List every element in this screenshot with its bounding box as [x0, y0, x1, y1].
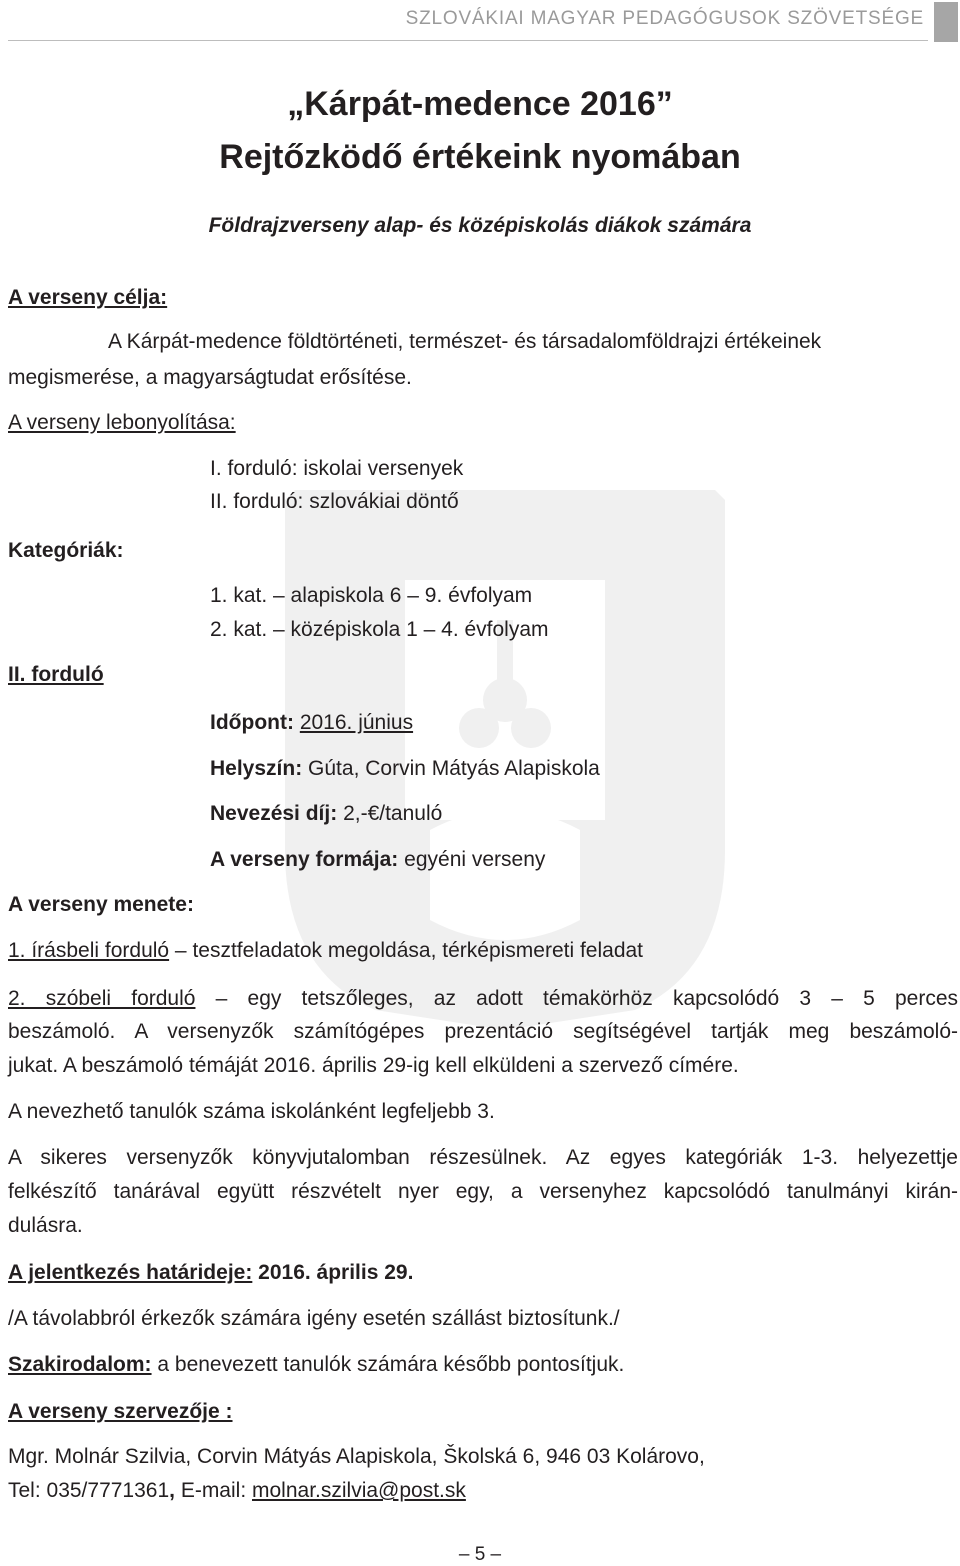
fee-value: 2,-€/tanuló — [343, 802, 443, 825]
reward-line-3: dulásra. — [8, 1214, 83, 1237]
date-value: 2016. június — [299, 711, 414, 734]
organizer-heading: A verseny szervezője : — [8, 1400, 233, 1423]
venue-label: Helyszín: — [210, 757, 303, 780]
goal-line-2: megismerése, a magyarságtudat erősítése. — [8, 366, 412, 389]
organizer-phone: Tel: 035/7771361 — [8, 1479, 170, 1502]
deadline-value: 2016. április 29. — [252, 1261, 414, 1284]
process-heading: A verseny menete: — [8, 893, 194, 916]
fee-label: Nevezési díj: — [210, 802, 338, 825]
step-1-label: 1. írásbeli forduló — [8, 939, 170, 962]
transport-note: /A távolabbról érkezők számára igény esetén szállást biztosítunk./ — [8, 1307, 620, 1330]
literature-row — [8, 1351, 624, 1379]
literature-label: Szakirodalom: — [8, 1353, 152, 1376]
process-step-2-line-2: beszámoló. A versenyzők számítógépes prezentáció segítségével tartják meg beszámoló- — [8, 1020, 958, 1043]
venue-row — [210, 755, 600, 783]
date-row — [210, 709, 413, 737]
title-line-2: Rejtőzködő értékeink nyomában — [219, 138, 741, 176]
form-row — [210, 846, 545, 874]
reward-line-1: A sikeres versenyzők könyvjutalomban részesülnek. Az egyes kategóriák 1-3. helyezettje — [8, 1146, 958, 1169]
reward-line-2: felkészítő tanárával együtt részvételt nyer egy, a versenyhez kapcsolódó tanulmányi kirán- — [8, 1180, 958, 1203]
category-1: 1. kat. – alapiskola 6 – 9. évfolyam — [210, 584, 533, 607]
form-value: egyéni verseny — [404, 848, 546, 871]
header-organization: SZLOVÁKIAI MAGYAR PEDAGÓGUSOK SZÖVETSÉGE — [405, 8, 924, 29]
contact-separator: , — [169, 1479, 181, 1502]
step-1-text: – tesztfeladatok megoldása, térképismereti feladat — [169, 939, 644, 962]
organizer-address: Mgr. Molnár Szilvia, Corvin Mátyás Alapiskola, Školská 6, 946 03 Kolárovo, — [8, 1445, 705, 1468]
email-link[interactable]: molnar.szilvia@post.sk — [252, 1479, 466, 1502]
process-step-2-line-3: jukat. A beszámoló témáját 2016. április 29-ig kell elküldeni a szervező címére. — [8, 1054, 739, 1077]
venue-value: Gúta, Corvin Mátyás Alapiskola — [308, 757, 600, 780]
deadline-row — [8, 1259, 413, 1287]
round-2-heading: II. forduló — [8, 663, 104, 686]
fee-row — [210, 800, 442, 828]
process-step-1 — [8, 937, 643, 965]
subtitle: Földrajzverseny alap- és középiskolás diákok számára — [208, 214, 752, 237]
header-divider — [8, 40, 928, 41]
step-2-text: – egy tetszőleges, az adott témakörhöz kapcsolódó 3 – 5 perces — [195, 987, 958, 1010]
category-2: 2. kat. – középiskola 1 – 4. évfolyam — [210, 618, 549, 641]
goal-line-1: A Kárpát-medence földtörténeti, természet- és társadalomföldrajzi értékeinek — [108, 330, 822, 353]
email-label: E-mail: — [180, 1479, 252, 1502]
organizer-contact — [8, 1477, 466, 1505]
header-marker — [934, 2, 958, 42]
round-2-item: II. forduló: szlovákiai döntő — [210, 490, 459, 513]
form-label: A verseny formája: — [210, 848, 399, 871]
goal-heading: A verseny célja: — [8, 286, 168, 309]
categories-heading: Kategóriák: — [8, 539, 124, 562]
round-1-item: I. forduló: iskolai versenyek — [210, 457, 464, 480]
literature-value: a benevezett tanulók számára később pontosítjuk. — [151, 1353, 625, 1376]
date-label: Időpont: — [210, 711, 294, 734]
organization-heading: A verseny lebonyolítása: — [8, 411, 236, 434]
process-step-2 — [8, 985, 958, 1013]
title-line-1: „Kárpát-medence 2016” — [287, 85, 673, 123]
step-2-label: 2. szóbeli forduló — [8, 987, 196, 1010]
deadline-label: A jelentkezés határideje: — [8, 1261, 253, 1284]
page-number: – 5 – — [458, 1544, 502, 1565]
max-students: A nevezhető tanulók száma iskolánként legfeljebb 3. — [8, 1100, 495, 1123]
